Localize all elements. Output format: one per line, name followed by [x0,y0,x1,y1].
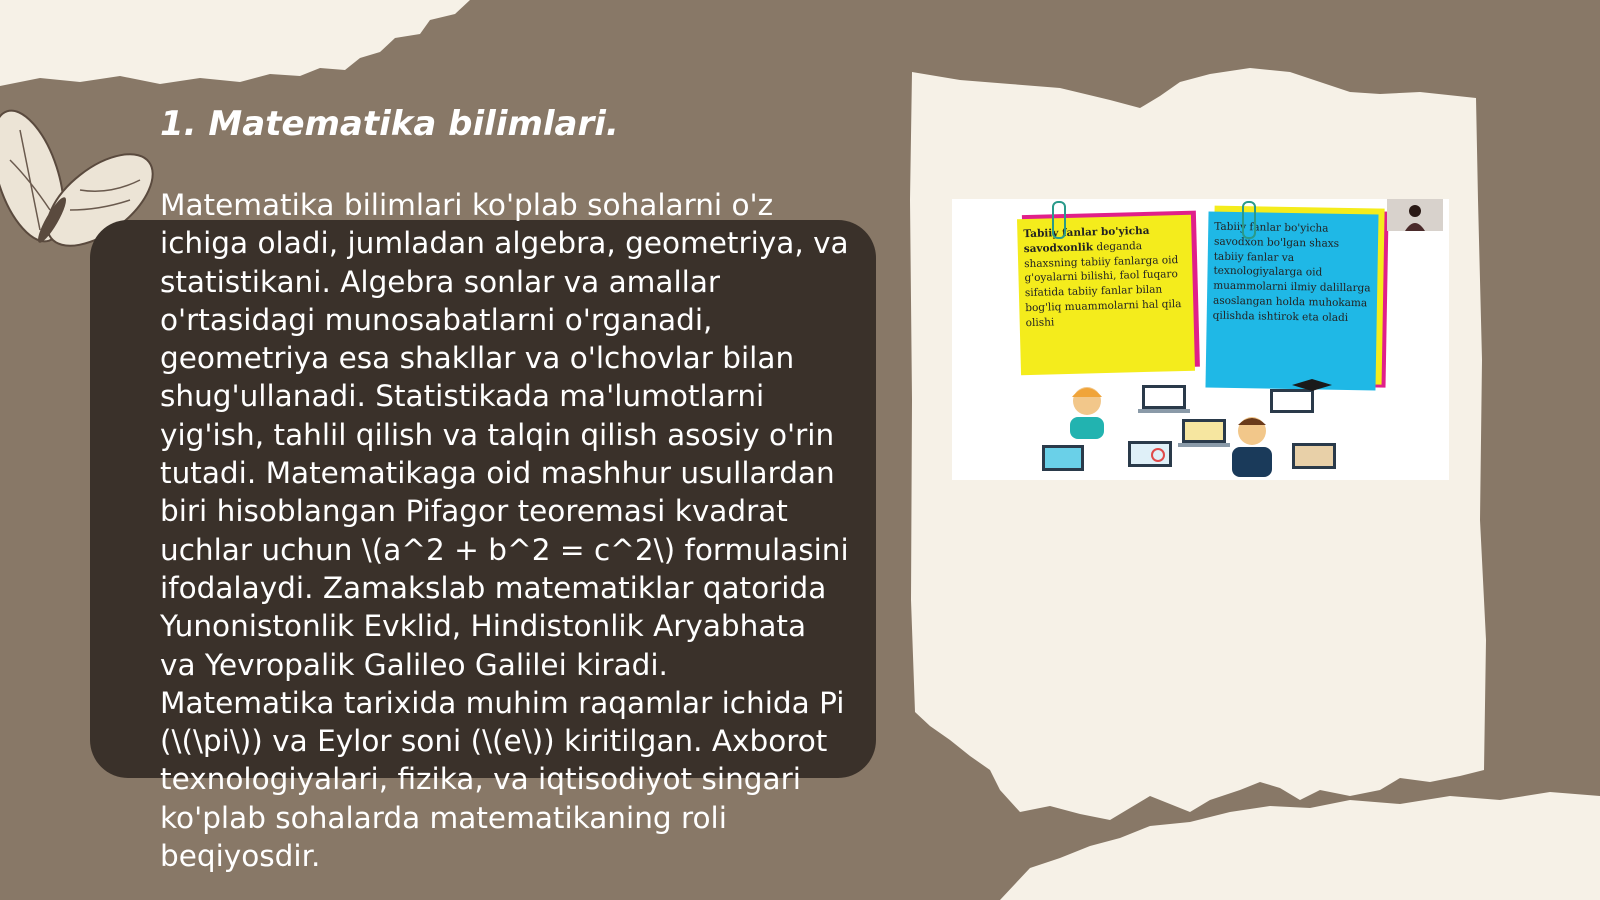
slide-body-text: Matematika bilimlari ko'plab sohalarni o'z ichiga oladi, jumladan algebra, geometriya, va statistikani. Algebra sonlar va amallar o'rtasidagi munosabatlarni o'rganadi, geometriya esa shakllar va o'lchovlar bilan shug'ullanadi. Statistikada ma'lumotlarni yig'ish, tahlil qilish va talqin qilish asosiy o'rin tutadi. Matematikaga oid mashhur usullardan biri hisoblangan Pifagor teoremasi kvadrat uchlar uchun \(a^2 + b^2 = c^2\) formulasini ifodalaydi. Zamakslab matematiklar qatorida Yunonistonlik Evklid, Hindistonlik Aryabhata va Yevropalik Galileo Galilei kiradi. Matematika tarixida muhim raqamlar ichida Pi (\(\pi\)) va Eylor soni (\(e\)) kiritilgan. Axborot texnologiyalari, fizika, va iqtisodiyot singari ko'plab sohalarda matematikaning roli beqiyosdir. [160,188,849,874]
blue-sticky-note [1205,212,1378,391]
monitor-icon [1292,443,1336,469]
paperclip-icon [1242,201,1256,239]
blue-note-text: Tabiiy fanlar bo'yicha savodxon bo'lgan shaxs tabiiy fanlar va texnologiyalarga oid muammolarni ilmiy dalillarga asoslangan holda muhokama qilishda ishtirok eta oladi [1212,220,1371,324]
slide-title: 1. Matematika bilimlari. [160,104,619,144]
monitor-icon [1128,441,1172,467]
laptop-icon [1138,385,1190,413]
yellow-sticky-note [1017,215,1195,376]
yellow-note-bold: Tabiiy fanlar bo'yicha savodxonlik [1023,224,1150,255]
infographic-image [952,199,1449,480]
yellow-note-text: deganda shaxsning tabiiy fanlarga oid g'oyalarni bilishi, faol fuqaro sifatida tabiiy fanlar bilan bog'liq muammolarni hal qila olishi [1023,239,1182,329]
people-devices-illustration [1042,379,1352,479]
paperclip-icon [1052,201,1066,239]
monitor-icon [1042,445,1084,471]
laptop-icon [1178,419,1230,447]
video-thumbnail [1387,199,1443,231]
person-icon [1232,417,1272,477]
person-icon [1070,387,1104,439]
laptop-icon [1270,389,1314,413]
